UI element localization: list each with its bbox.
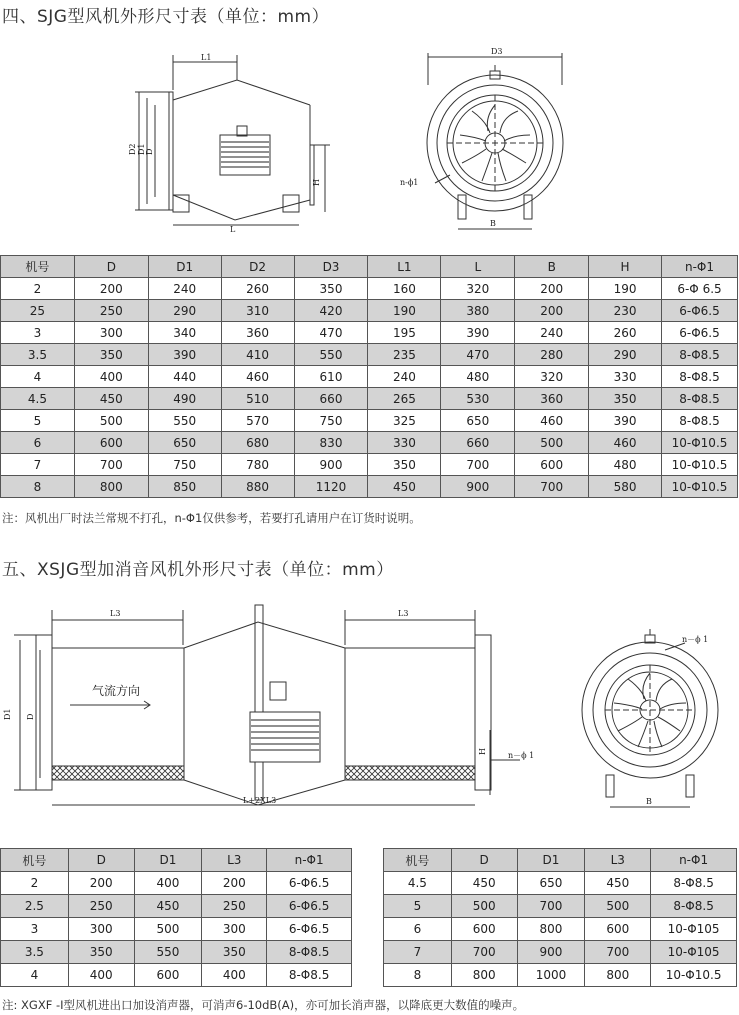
table-cell: 240 [368, 366, 441, 388]
table-cell: 400 [68, 964, 134, 987]
table-cell: 200 [202, 872, 267, 895]
table-row [1, 300, 738, 322]
table-cell: 190 [368, 300, 441, 322]
table-cell: 400 [134, 872, 202, 895]
table-cell: 500 [74, 410, 148, 432]
column-header: D1 [148, 256, 221, 278]
table-cell: 200 [68, 872, 134, 895]
table-cell: 650 [148, 432, 221, 454]
dim-label-L1: L1 [201, 53, 212, 62]
column-header: L [441, 256, 515, 278]
table-cell: 230 [589, 300, 662, 322]
table-row [1, 322, 738, 344]
table-cell: 700 [441, 454, 515, 476]
table-cell: 660 [294, 388, 368, 410]
column-header: D1 [134, 849, 202, 872]
table-cell: 235 [368, 344, 441, 366]
xsjg-side-view-diagram [0, 600, 545, 825]
table-cell: 290 [589, 344, 662, 366]
table-cell: 6-Φ6.5 [267, 895, 352, 918]
table-cell: 450 [74, 388, 148, 410]
table-cell: 350 [368, 454, 441, 476]
table-cell: 8 [384, 964, 452, 987]
column-header: H [589, 256, 662, 278]
table-cell: 260 [589, 322, 662, 344]
table-row [1, 872, 352, 895]
table-cell: 450 [368, 476, 441, 498]
column-header: D [451, 849, 517, 872]
table-row [1, 344, 738, 366]
table-cell: 1000 [517, 964, 585, 987]
column-header: 机号 [1, 849, 69, 872]
table-cell: 600 [134, 964, 202, 987]
dim-label-L: L [230, 225, 236, 234]
table-cell: 700 [517, 895, 585, 918]
table-cell: 200 [74, 278, 148, 300]
table-cell: 4 [1, 366, 75, 388]
table-cell: 480 [441, 366, 515, 388]
dim-label-D3: D3 [491, 47, 503, 56]
table-row [1, 454, 738, 476]
table-cell: 320 [515, 366, 589, 388]
table-row [384, 895, 737, 918]
table-row [1, 895, 352, 918]
table-cell: 5 [1, 410, 75, 432]
section4-heading: 四、SJG型风机外形尺寸表（单位：mm） [2, 7, 330, 27]
table-cell: 900 [294, 454, 368, 476]
table-cell: 610 [294, 366, 368, 388]
table-cell: 800 [517, 918, 585, 941]
table-cell: 300 [68, 918, 134, 941]
table-cell: 580 [589, 476, 662, 498]
table-cell: 250 [68, 895, 134, 918]
table-cell: 250 [74, 300, 148, 322]
table-cell: 550 [148, 410, 221, 432]
table-cell: 350 [589, 388, 662, 410]
table-cell: 2 [1, 872, 69, 895]
table-cell: 360 [515, 388, 589, 410]
table-cell: 500 [515, 432, 589, 454]
table-cell: 420 [294, 300, 368, 322]
table-cell: 700 [585, 941, 651, 964]
sjg-front-view-diagram [390, 45, 570, 235]
table-row [384, 872, 737, 895]
table-cell: 450 [134, 895, 202, 918]
table-cell: 460 [589, 432, 662, 454]
table-cell: 6-Φ6.5 [267, 872, 352, 895]
table-cell: 850 [148, 476, 221, 498]
section5-heading: 五、XSJG型加消音风机外形尺寸表（单位：mm） [2, 560, 394, 580]
xsjg-front-view-diagram [570, 625, 735, 820]
table-cell: 800 [74, 476, 148, 498]
dim-label-nphi1: n-ϕ1 [400, 178, 419, 187]
column-header: n-Φ1 [267, 849, 352, 872]
table-cell: 450 [451, 872, 517, 895]
table-cell: 310 [221, 300, 294, 322]
table-row [384, 964, 737, 987]
table-cell: 900 [517, 941, 585, 964]
table-cell: 7 [1, 454, 75, 476]
table-cell: 25 [1, 300, 75, 322]
table-cell: 10-Φ10.5 [662, 432, 738, 454]
table-cell: 390 [441, 322, 515, 344]
table-cell: 350 [294, 278, 368, 300]
table-cell: 8-Φ8.5 [662, 410, 738, 432]
table-cell: 10-Φ105 [651, 918, 737, 941]
table-cell: 650 [441, 410, 515, 432]
table-cell: 360 [221, 322, 294, 344]
table-cell: 750 [148, 454, 221, 476]
table-cell: 10-Φ10.5 [662, 454, 738, 476]
xsjg-dimension-table-left [0, 848, 352, 987]
table-cell: 8-Φ8.5 [662, 388, 738, 410]
column-header: n-Φ1 [651, 849, 737, 872]
table-cell: 3.5 [1, 344, 75, 366]
dim-label-D2: D2 [128, 143, 137, 155]
table-cell: 280 [515, 344, 589, 366]
table-cell: 600 [515, 454, 589, 476]
table-row [1, 410, 738, 432]
table-cell: 490 [148, 388, 221, 410]
xsjg-dimension-table-right [383, 848, 737, 987]
table-row [1, 432, 738, 454]
table-cell: 600 [451, 918, 517, 941]
column-header: 机号 [1, 256, 75, 278]
table-cell: 6 [1, 432, 75, 454]
table-cell: 8 [1, 476, 75, 498]
table-cell: 3 [1, 918, 69, 941]
table-cell: 780 [221, 454, 294, 476]
table-cell: 800 [451, 964, 517, 987]
table-cell: 530 [441, 388, 515, 410]
dim-label-nphi1-side: n－ϕ 1 [508, 751, 535, 760]
table-cell: 10-Φ10.5 [662, 476, 738, 498]
table-cell: 460 [221, 366, 294, 388]
table-cell: 8-Φ8.5 [662, 366, 738, 388]
column-header: B [515, 256, 589, 278]
dim-label-H: H [312, 179, 321, 186]
table-cell: 300 [74, 322, 148, 344]
dim-label-L3-right: L3 [398, 609, 409, 618]
table-cell: 900 [441, 476, 515, 498]
table-cell: 325 [368, 410, 441, 432]
table-cell: 500 [134, 918, 202, 941]
table-cell: 680 [221, 432, 294, 454]
table-cell: 700 [74, 454, 148, 476]
table-cell: 500 [451, 895, 517, 918]
table-cell: 8-Φ8.5 [267, 941, 352, 964]
table-cell: 440 [148, 366, 221, 388]
table-cell: 400 [74, 366, 148, 388]
table-cell: 8-Φ8.5 [662, 344, 738, 366]
dim-label-B: B [646, 797, 652, 806]
table-cell: 7 [384, 941, 452, 964]
table-cell: 330 [368, 432, 441, 454]
column-header: D1 [517, 849, 585, 872]
table-cell: 700 [451, 941, 517, 964]
dim-label-D: D [26, 713, 35, 720]
table-cell: 6-Φ 6.5 [662, 278, 738, 300]
table-cell: 6-Φ6.5 [662, 300, 738, 322]
table-cell: 880 [221, 476, 294, 498]
table-cell: 190 [589, 278, 662, 300]
table-row [1, 918, 352, 941]
table-cell: 6-Φ6.5 [267, 918, 352, 941]
table-cell: 200 [515, 278, 589, 300]
table-row [1, 964, 352, 987]
table-row [1, 388, 738, 410]
table-cell: 240 [148, 278, 221, 300]
table-row [384, 918, 737, 941]
table-cell: 10-Φ10.5 [651, 964, 737, 987]
table-cell: 390 [148, 344, 221, 366]
section4-note: 注：风机出厂时法兰常规不打孔，n-Φ1仅供参考，若要打孔请用户在订货时说明。 [2, 511, 421, 525]
table-cell: 200 [515, 300, 589, 322]
table-cell: 350 [202, 941, 267, 964]
table-row [1, 366, 738, 388]
table-cell: 290 [148, 300, 221, 322]
table-cell: 330 [589, 366, 662, 388]
table-cell: 6-Φ6.5 [662, 322, 738, 344]
table-cell: 390 [589, 410, 662, 432]
dim-label-nphi1-front: n－ϕ 1 [682, 635, 709, 644]
table-cell: 470 [441, 344, 515, 366]
table-cell: 10-Φ105 [651, 941, 737, 964]
table-cell: 265 [368, 388, 441, 410]
dim-label-total-length: L+2XL3 [243, 796, 277, 805]
table-cell: 320 [441, 278, 515, 300]
table-cell: 650 [517, 872, 585, 895]
dim-label-L3-left: L3 [110, 609, 121, 618]
column-header: n-Φ1 [662, 256, 738, 278]
table-cell: 400 [202, 964, 267, 987]
table-cell: 3 [1, 322, 75, 344]
table-row [384, 941, 737, 964]
table-cell: 1120 [294, 476, 368, 498]
column-header: L1 [368, 256, 441, 278]
table-cell: 260 [221, 278, 294, 300]
table-cell: 700 [515, 476, 589, 498]
table-row [1, 278, 738, 300]
table-cell: 6 [384, 918, 452, 941]
table-cell: 8-Φ8.5 [651, 895, 737, 918]
table-cell: 660 [441, 432, 515, 454]
table-cell: 510 [221, 388, 294, 410]
table-cell: 480 [589, 454, 662, 476]
column-header: L3 [585, 849, 651, 872]
table-cell: 300 [202, 918, 267, 941]
table-cell: 410 [221, 344, 294, 366]
sjg-side-view-diagram [125, 50, 335, 235]
table-cell: 2 [1, 278, 75, 300]
table-cell: 750 [294, 410, 368, 432]
dim-label-D1: D1 [137, 143, 146, 155]
table-row [1, 941, 352, 964]
table-cell: 600 [74, 432, 148, 454]
airflow-direction-label: 气流方向 [92, 684, 141, 698]
table-cell: 380 [441, 300, 515, 322]
table-cell: 550 [294, 344, 368, 366]
dim-label-B: B [490, 219, 496, 228]
table-cell: 500 [585, 895, 651, 918]
table-cell: 4.5 [1, 388, 75, 410]
dim-label-H: H [478, 748, 487, 755]
table-cell: 470 [294, 322, 368, 344]
table-cell: 830 [294, 432, 368, 454]
dim-label-D: D [145, 148, 154, 155]
dim-label-D1: D1 [3, 708, 12, 720]
column-header: D3 [294, 256, 368, 278]
table-cell: 8-Φ8.5 [267, 964, 352, 987]
section5-note: 注: XGXF -I型风机进出口加设消声器，可消声6-10dB(A)，亦可加长消声器，以降底更大数值的噪声。 [2, 998, 525, 1012]
table-cell: 240 [515, 322, 589, 344]
table-cell: 340 [148, 322, 221, 344]
table-cell: 195 [368, 322, 441, 344]
column-header: 机号 [384, 849, 452, 872]
table-cell: 350 [74, 344, 148, 366]
table-cell: 4 [1, 964, 69, 987]
table-cell: 570 [221, 410, 294, 432]
sjg-dimension-table [0, 255, 738, 498]
table-cell: 550 [134, 941, 202, 964]
table-cell: 350 [68, 941, 134, 964]
table-row [1, 476, 738, 498]
table-cell: 450 [585, 872, 651, 895]
table-cell: 4.5 [384, 872, 452, 895]
table-cell: 160 [368, 278, 441, 300]
table-cell: 8-Φ8.5 [651, 872, 737, 895]
table-cell: 600 [585, 918, 651, 941]
table-cell: 460 [515, 410, 589, 432]
table-cell: 2.5 [1, 895, 69, 918]
column-header: L3 [202, 849, 267, 872]
column-header: D2 [221, 256, 294, 278]
column-header: D [74, 256, 148, 278]
table-cell: 5 [384, 895, 452, 918]
table-cell: 250 [202, 895, 267, 918]
table-cell: 800 [585, 964, 651, 987]
table-cell: 3.5 [1, 941, 69, 964]
column-header: D [68, 849, 134, 872]
